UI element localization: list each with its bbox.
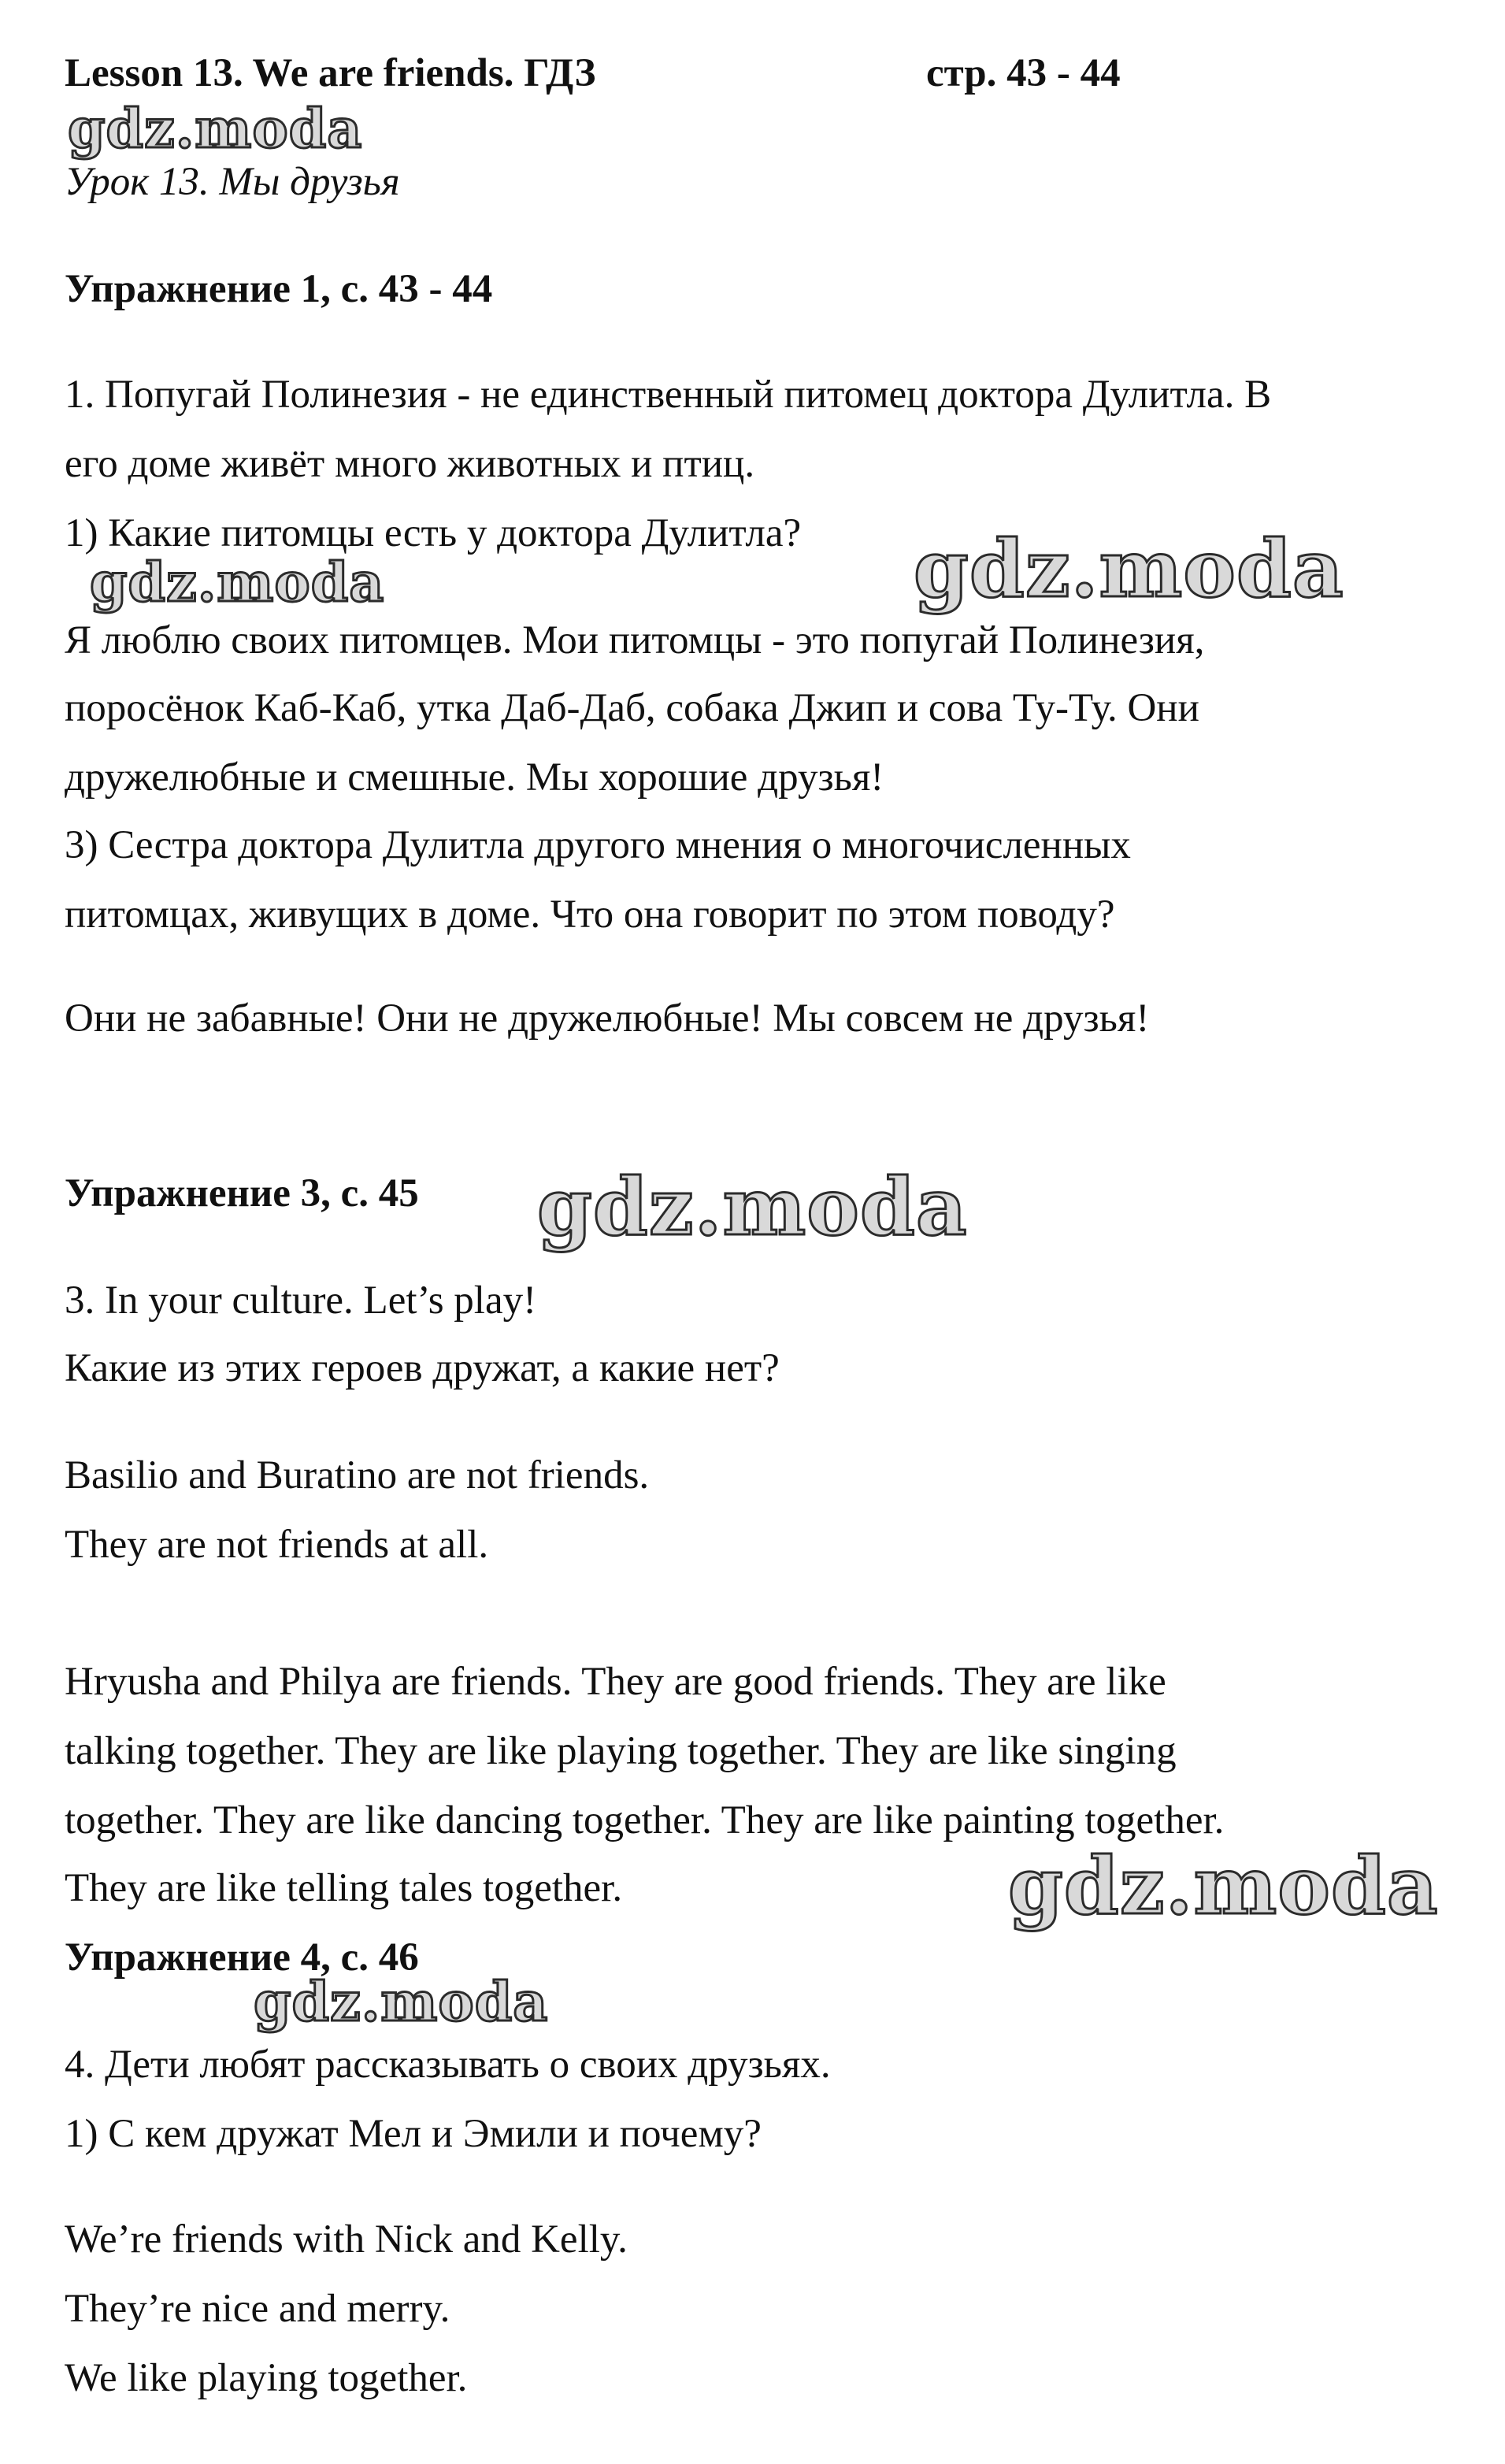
exercise-4-answer-line: They’re nice and merry. <box>65 2287 450 2331</box>
exercise-3-answer-line: together. They are like dancing together. They are like painting together. <box>65 1798 1225 1842</box>
exercise-1-answer-line: дружелюбные и смешные. Мы хорошие друзья! <box>65 755 884 800</box>
exercise-3-line: 3. In your culture. Let’s play! <box>65 1278 537 1323</box>
watermark-logo: gdz.moda <box>1008 1839 1439 1932</box>
exercise-1-line: его доме живёт много животных и птиц. <box>65 442 755 486</box>
page-range: стр. 43 - 44 <box>926 51 1121 95</box>
watermark-logo: gdz.moda <box>90 551 385 614</box>
exercise-4-line: 4. Дети любят рассказывать о своих друзьях. <box>65 2043 831 2087</box>
exercise-1-answer-line: Они не забавные! Они не дружелюбные! Мы совсем не друзья! <box>65 996 1150 1041</box>
exercise-1-line: 1. Попугай Полинезия - не единственный питомец доктора Дулитла. В <box>65 373 1272 417</box>
watermark-logo: gdz.moda <box>537 1160 968 1253</box>
watermark-logo: gdz.moda <box>254 1971 549 2034</box>
exercise-3-answer-line: Hryusha and Philya are friends. They are good friends. They are like <box>65 1660 1166 1704</box>
exercise-1-question: питомцах, живущих в доме. Что она говорит по этом поводу? <box>65 892 1115 937</box>
watermark-logo: gdz.moda <box>914 522 1344 615</box>
exercise-1-answer-line: поросёнок Каб-Каб, утка Даб-Даб, собака Джип и сова Ту-Ту. Они <box>65 686 1199 730</box>
exercise-3-answer-line: They are like telling tales together. <box>65 1866 623 1910</box>
exercise-4-question: 1) С кем дружат Мел и Эмили и почему? <box>65 2112 762 2156</box>
exercise-3-heading: Упражнение 3, с. 45 <box>65 1171 419 1215</box>
exercise-1-heading: Упражнение 1, с. 43 - 44 <box>65 267 493 311</box>
exercise-4-answer-line: We’re friends with Nick and Kelly. <box>65 2217 628 2262</box>
exercise-4-heading: Упражнение 4, с. 46 <box>65 1935 419 1980</box>
exercise-1-question: 3) Сестра доктора Дулитла другого мнения о многочисленных <box>65 823 1131 867</box>
page-subtitle: Урок 13. Мы друзья <box>65 160 400 204</box>
exercise-1-answer-line: Я люблю своих питомцев. Мои питомцы - это попугай Полинезия, <box>65 618 1205 662</box>
page-title: Lesson 13. We are friends. ГДЗ <box>65 51 596 95</box>
watermark-logo: gdz.moda <box>68 98 363 161</box>
exercise-3-answer-line: They are not friends at all. <box>65 1523 489 1567</box>
exercise-3-answer-line: Basilio and Buratino are not friends. <box>65 1453 650 1497</box>
exercise-1-question: 1) Какие питомцы есть у доктора Дулитла? <box>65 511 802 555</box>
exercise-3-question: Какие из этих героев дружат, а какие нет? <box>65 1346 780 1390</box>
exercise-4-answer-line: We like playing together. <box>65 2356 468 2400</box>
exercise-3-answer-line: talking together. They are like playing together. They are like singing <box>65 1729 1177 1773</box>
